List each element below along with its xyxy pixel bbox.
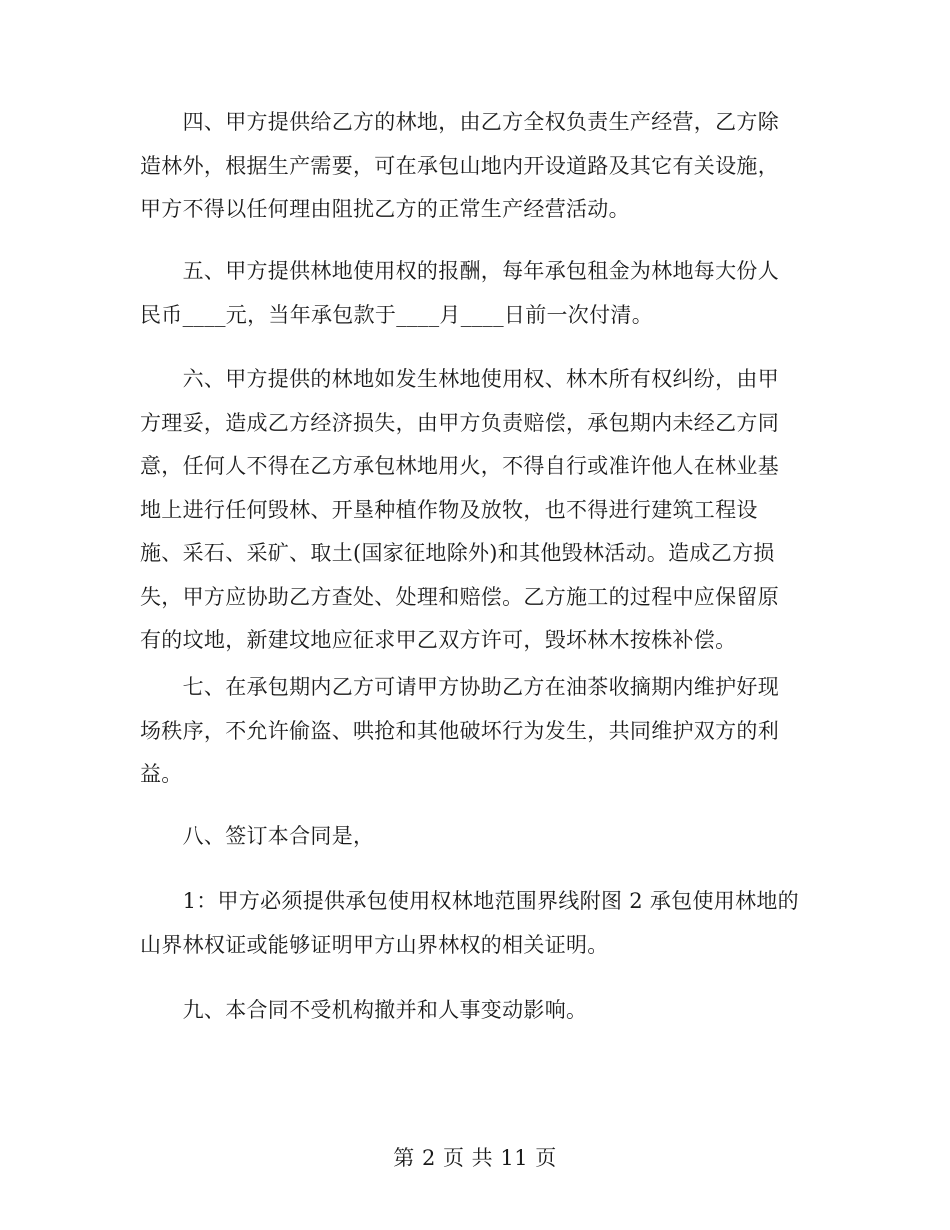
- clause-5-paragraph: [140, 250, 820, 337]
- text-line: 施、采石、采矿、取土(国家征地除外)和其他毁林活动。造成乙方损: [140, 541, 775, 565]
- text-line: 造林外，根据生产需要，可在承包山地内开设道路及其它有关设施，: [140, 153, 779, 178]
- text-line: 九、本合同不受机构撤并和人事变动影响。: [140, 998, 588, 1022]
- text-line: 四、甲方提供给乙方的林地，由乙方全权负责生产经营，乙方除: [140, 110, 779, 134]
- text-line: 意，任何人不得在乙方承包林地用火，不得自行或准许他人在林业基: [140, 454, 779, 478]
- text-line: 五、甲方提供林地使用权的报酬，每年承包租金为林地每大份人: [140, 259, 779, 283]
- text-line: 失，甲方应协助乙方查处、处理和赔偿。乙方施工的过程中应保留原: [140, 584, 779, 609]
- text-line: 八、签订本合同是，: [140, 824, 375, 848]
- text-line: 场秩序，不允许偷盗、哄抢和其他破坏行为发生，共同维护双方的利: [140, 718, 779, 743]
- clause-4-paragraph: [140, 101, 820, 232]
- clause-8-1-paragraph: [140, 880, 820, 967]
- clause-8-paragraph: [140, 815, 820, 859]
- text-line: 六、甲方提供的林地如发生林地使用权、林木所有权纠纷，由甲: [140, 367, 779, 391]
- text-line: 有的坟地，新建坟地应征求甲乙双方许可，毁坏林木按株补偿。: [140, 628, 737, 652]
- page-number-footer: 第 2 页 共 11 页: [393, 1146, 557, 1170]
- text-line: 地上进行任何毁林、开垦种植作物及放牧，也不得进行建筑工程设: [140, 497, 758, 522]
- text-line: 七、在承包期内乙方可请甲方协助乙方在油茶收摘期内维护好现: [140, 675, 779, 699]
- text-line: 甲方不得以任何理由阻扰乙方的正常生产经营活动。: [140, 197, 630, 221]
- text-line: 民币____元，当年承包款于____月____日前一次付清。: [140, 302, 653, 327]
- clause-9-paragraph: [140, 989, 820, 1033]
- text-line: 益。: [140, 762, 183, 786]
- text-line: 1：甲方必须提供承包使用权林地范围界线附图 2 承包使用林地的: [140, 889, 799, 913]
- text-line: 山界林权证或能够证明甲方山界林权的相关证明。: [140, 932, 609, 957]
- clause-6-paragraph: [140, 358, 820, 663]
- text-line: 方理妥，造成乙方经济损失，由甲方负责赔偿，承包期内未经乙方同: [140, 410, 779, 435]
- clause-7-paragraph: [140, 666, 820, 797]
